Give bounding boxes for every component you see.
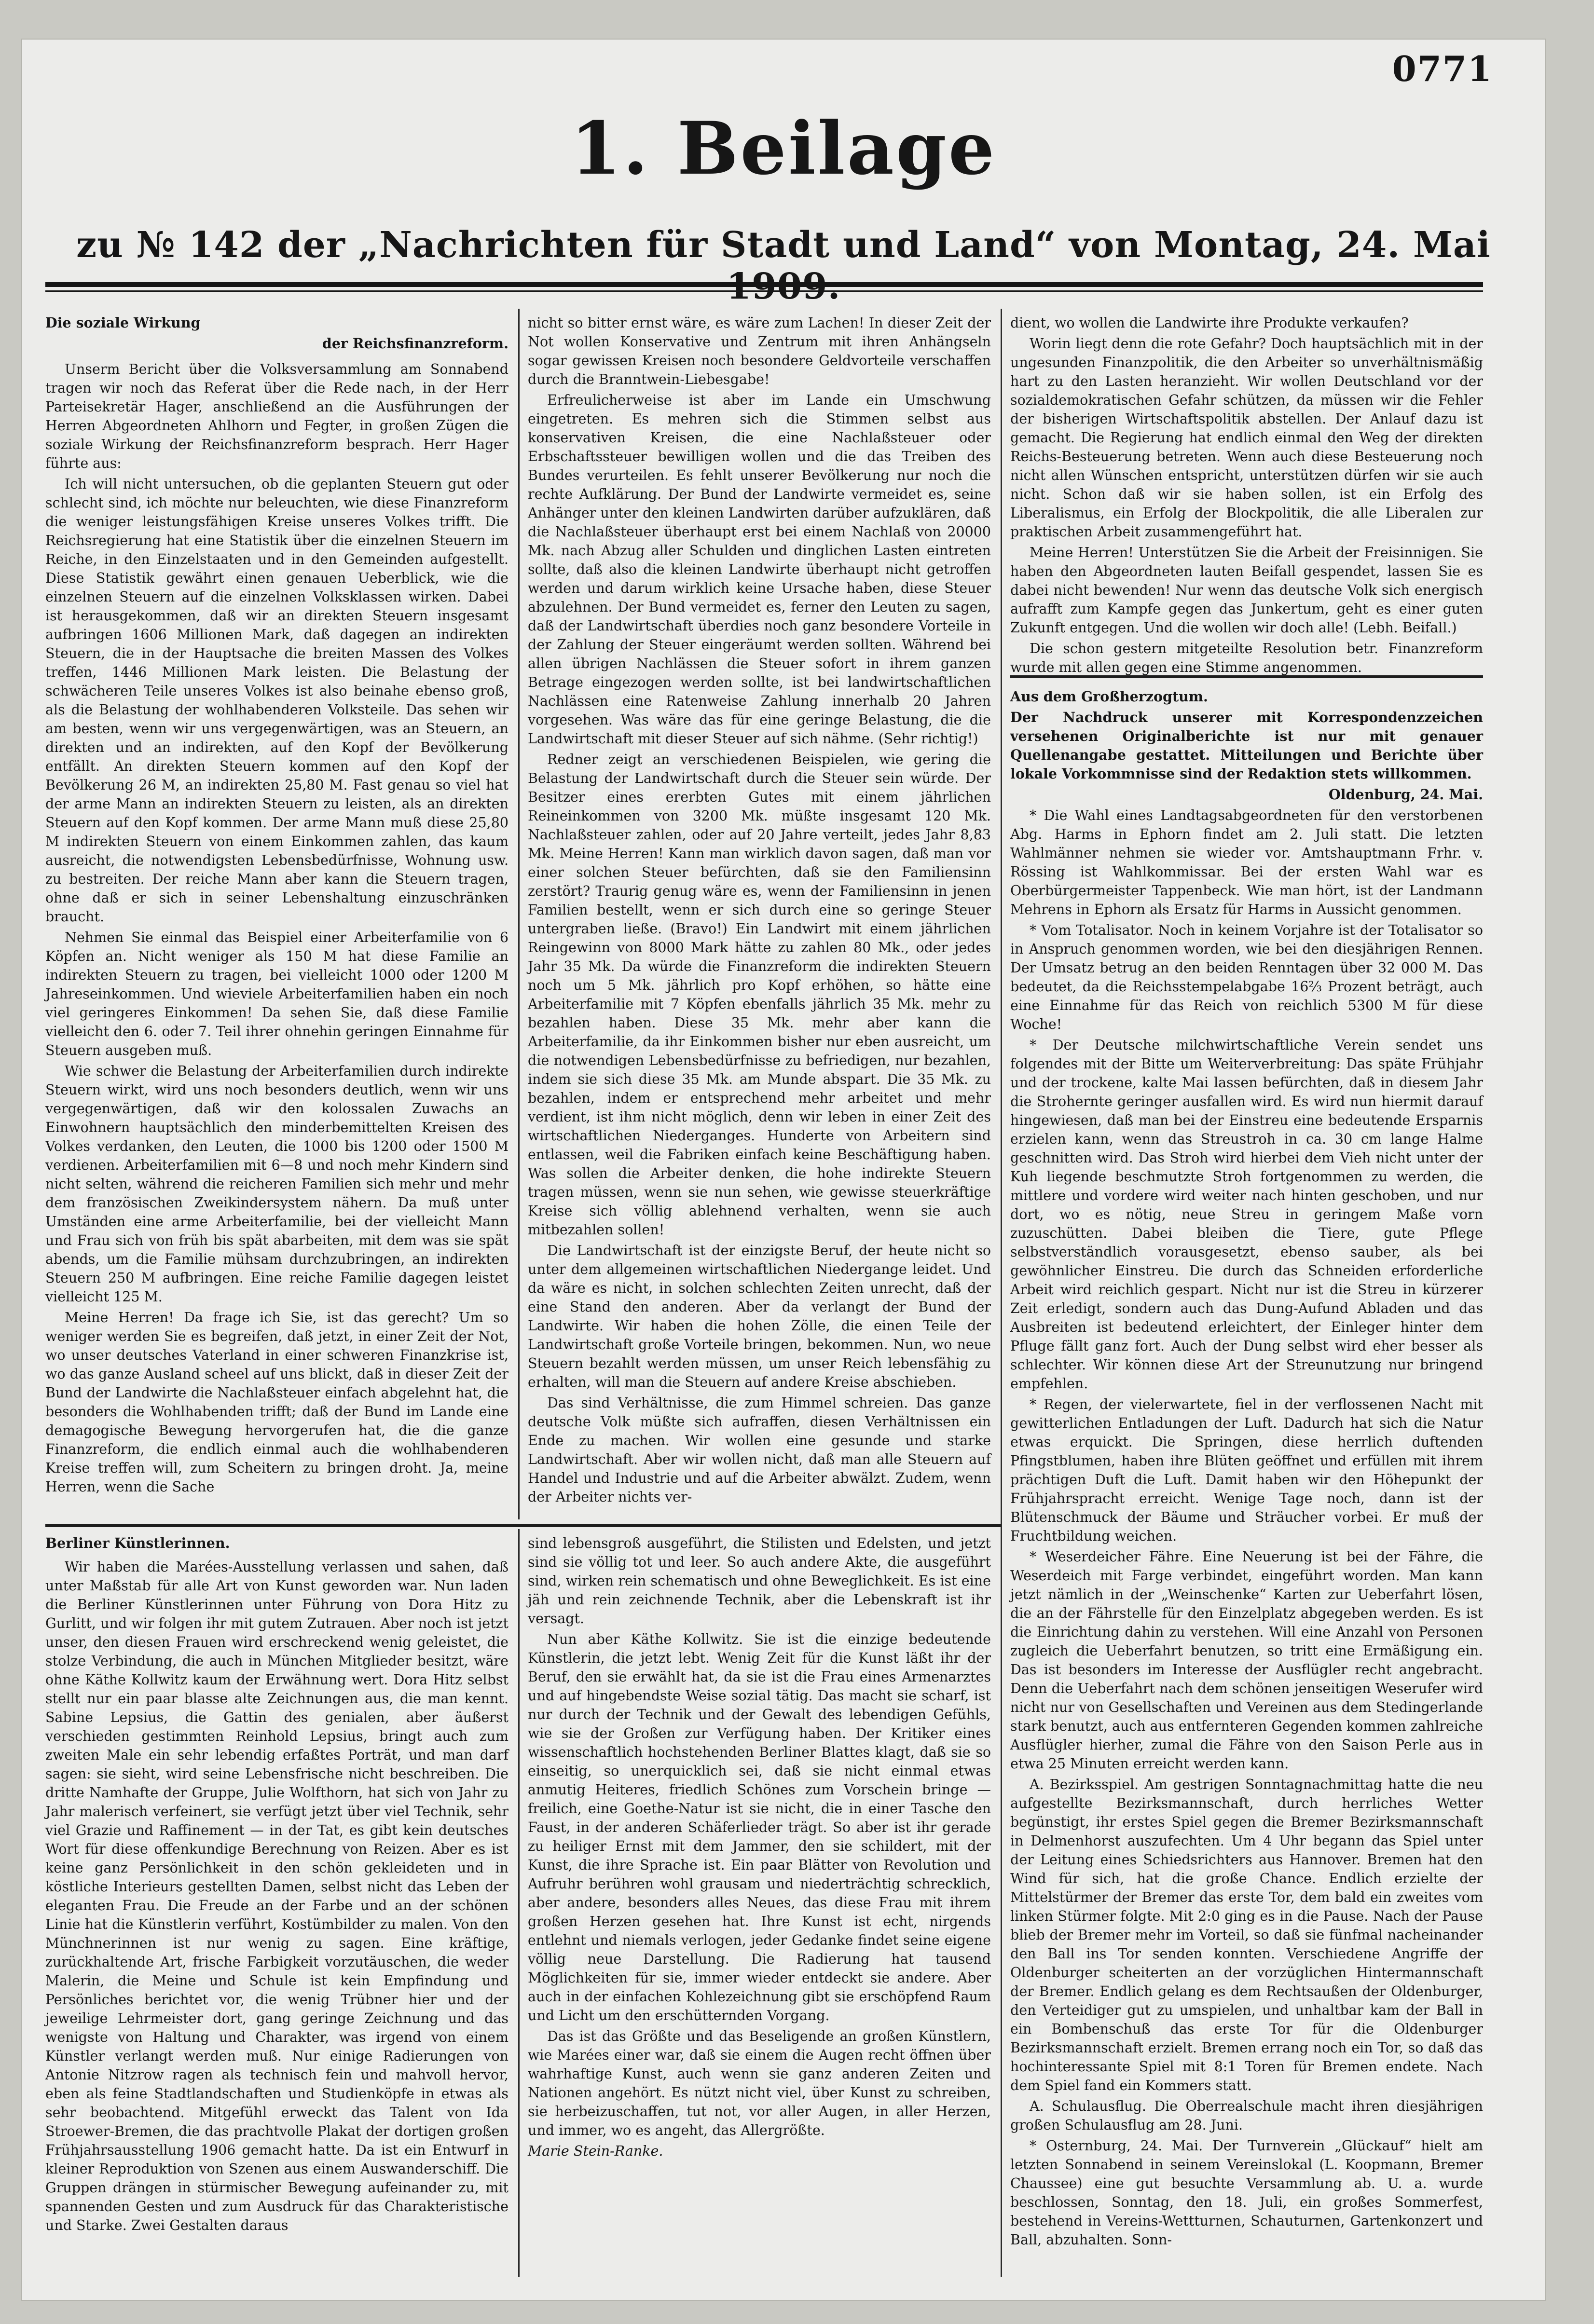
- article-paragraph: Das sind Verhältnisse, die zum Himmel schreien. Das ganze deutsche Volk müßte sich aufraffen, diesen Verhältnissen ein Ende zu machen. Wir wollen eine gesunde und starke Landwirtschaft. Aber wir wollen nicht, daß man alle Steuern auf Handel und Industrie und auf die Arbeiter abwälzt. Zudem, wenn der Arbeiter nichts ver-: [528, 1395, 991, 1505]
- article-paragraph: Das ist das Größte und das Beseligende an großen Künstlern, wie Marées einer war, daß sie einem die Augen recht öffnen über wahrhaftige Kunst, auch wenn sie ganz anderen Zeiten und Nationen angehört. Es nützt nicht viel, über Kunst zu schreiben, sie herbeizuschaffen, tut not, vor aller Augen, in aller Herzen, und immer, wo es angeht, das Allergrößte.: [528, 2028, 991, 2138]
- article-signature: Marie Stein-Ranke.: [528, 2143, 663, 2159]
- news-item: * Regen, der vielerwartete, fiel in der verflossenen Nacht mit gewitterlichen Entladungen der Luft. Dadurch hat sich die Natur etwas erquickt. Die Springen, diese herrlich duftenden Pfingstblumen, haben ihre Blüten geöffnet und erfüllen mit ihrem prächtigen Duft die Luft. Damit haben wir den Höhepunkt der Frühjahrspracht erreicht. Wenige Tage noch, dann ist der Blütenschmuck der Bäume und Sträucher vorbei. Er muß der Fruchtbildung weichen.: [1010, 1396, 1483, 1544]
- masthead-rule-thick: [45, 282, 1483, 287]
- section-dateline: Oldenburg, 24. Mai.: [1328, 786, 1483, 803]
- masthead-title: 1. Beilage: [570, 106, 997, 191]
- article-paragraph: Meine Herren! Unterstützen Sie die Arbeit der Freisinnigen. Sie haben den Abgeordneten lauten Beifall gespendet, lassen Sie es dabei nicht bewenden! Nur wenn das deutsche Volk sich energisch aufrafft zum Kampfe gegen das Junkertum, geht es einer guten Zukunft entgegen. Und die wollen wir doch alle! (Lebh. Beifall.): [1010, 545, 1483, 636]
- article-soziale-col2: [528, 314, 991, 1508]
- column-separator: [518, 1529, 520, 2277]
- section-rule: [1010, 675, 1483, 678]
- section-notice: Der Nachdruck unserer mit Korrespondenzzeichen versehenen Originalberichte ist nur mit genauer Quellenangabe gestattet. Mitteilungen und Berichte über lokale Vorkommnisse sind der Redaktion stets willkommen.: [1010, 709, 1483, 782]
- news-item: * Osternburg, 24. Mai. Der Turnverein „Glückauf“ hielt am letzten Sonnabend in seinem Vereinslokal (L. Koopmann, Bremer Chaussee) eine gut besuchte Versammlung ab. U. a. wurde beschlossen, Sonntag, den 18. Juli, ein großes Sommerfest, bestehend in Vereins-Wettturnen, Schauturnen, Gartenkonzert und Ball, abzuhalten. Sonn-: [1010, 2138, 1483, 2248]
- news-item: * Die Wahl eines Landtagsabgeordneten für den verstorbenen Abg. Harms in Ephorn findet am 2. Juli statt. Die letzten Wahlmänner nehmen sie wieder vor. Amtshauptmann Frhr. v. Rössing ist Wahlkommissar. Bei der ersten Wahl war es Oberbürgermeister Tappenbeck. Wie man hört, ist der Landmann Mehrens in Ephorn als Ersatz für Harms in Aussicht genommen.: [1010, 807, 1483, 917]
- article-soziale-headline-2: der Reichsfinanzreform.: [322, 335, 508, 352]
- article-paragraph: Wie schwer die Belastung der Arbeiterfamilien durch indirekte Steuern wirkt, wird uns noch besonders deutlich, wenn wir uns vergegenwärtigen, daß wir den kolossalen Zuwachs an Einwohnern hauptsächlich den minderbemittelten Kreisen des Volkes verdanken, den Leuten, die 1000 bis 1200 oder 1500 M verdienen. Arbeiterfamilien mit 6—8 und noch mehr Kindern sind nicht selten, während die reicheren Familien sich mehr und mehr dem französischen Zweikindersystem nähern. Da muß unter Umständen eine arme Arbeiterfamilie, bei der vielleicht Mann und Frau sich von früh bis spät abarbeiten, mit dem was sie spät abends, um die Familie mühsam durchzubringen, an indirekten Steuern 250 M aufbringen. Eine reiche Familie dagegen leistet vielleicht 125 M.: [45, 1063, 508, 1305]
- column-separator: [1001, 309, 1002, 2277]
- article-paragraph: Die Landwirtschaft ist der einzigste Beruf, der heute nicht so unter dem allgemeinen wirtschaftlichen Niedergange leidet. Und da wäre es nicht, in solchen schlechten Zeiten unrecht, daß der eine Stand den anderen. Aber da verlangt der Bund der Landwirte. Wir haben die hohen Zölle, die einen Teile der Landwirtschaft große Vorteile bringen, bekommen. Nun, wo neue Steuern bezahlt werden müssen, um unser Reich lebensfähig zu erhalten, will man die Steuern auf andere Kreise abschieben.: [528, 1243, 991, 1390]
- article-paragraph: nicht so bitter ernst wäre, es wäre zum Lachen! In dieser Zeit der Not wollen Konservative und Zentrum mit ihren Anhängseln sogar gewissen Kreisen noch besondere Geldvorteile verschaffen durch die Branntwein-Liebesgabe!: [528, 315, 991, 387]
- article-paragraph: Erfreulicherweise ist aber im Lande ein Umschwung eingetreten. Es mehren sich die Stimmen selbst aus konservativen Kreisen, die eine Nachlaßsteuer oder Erbschaftssteuer bewilligen wollen und die das Treiben des Bundes verurteilen. Es fehlt unserer Bevölkerung nur noch die rechte Aufklärung. Der Bund der Landwirte vermeidet es, seine Anhänger unter den kleinen Landwirten darüber aufzuklären, daß die Nachlaßsteuer überhaupt erst bei einem Nachlaß von 20000 Mk. nach Abzug aller Schulden und dinglichen Lasten eintreten sollte, daß also die kleinen Landwirte überhaupt nicht getroffen werden und darum wirklich keine Ursache haben, diese Steuer abzulehnen. Der Bund vermeidet es, ferner den Leuten zu sagen, daß der Landwirtschaft überdies noch ganz besondere Vorteile in der Zahlung der Steuer eingeräumt werden sollten. Während bei allen übrigen Nachlässen die Steuer sofort in ihrem ganzen Betrage eingezogen werden sollte, ist bei landwirtschaftlichen Nachlässen eine Ratenweise Zahlung innerhalb 20 Jahren vorgesehen. Was wäre das für eine geringe Belastung, die die Landwirtschaft mit dieser Steuer auf sich nähme. (Sehr richtig!): [528, 392, 991, 747]
- article-paragraph: Redner zeigt an verschiedenen Beispielen, wie gering die Belastung der Landwirtschaft durch die Steuer sein würde. Der Besitzer eines ererbten Gutes mit einem jährlichen Reineinkommen von 3200 Mk. müßte insgesamt 120 Mk. Nachlaßsteuer zahlen, oder auf 20 Jahre verteilt, jedes Jahr 8,83 Mk. Meine Herren! Kann man wirklich davon sagen, daß man vor einer solchen Steuer befürchten, daß sie den Familiensinn zerstört? Traurig genug wäre es, wenn der Familiensinn in jenen Familien bestellt, wenn er sich durch eine so geringe Steuer untergraben ließe. (Bravo!) Ein Landwirt mit einem jährlichen Reingewinn von 8000 Mark hätte zu zahlen 80 Mk., oder jedes Jahr 35 Mk. Da würde die Finanzreform die indirekten Steuern noch um 5 Mk. jährlich pro Kopf erhöhen, so hätte eine Arbeiterfamilie mit 7 Köpfen ebenfalls jährlich 35 Mk. mehr zu bezahlen haben. Diese 35 Mk. mehr aber kann die Arbeiterfamilie, da ihr Einkommen bisher nur eben ausreicht, um die notwendigen Lebensbedürfnisse zu befriedigen, nur bezahlen, indem sie sich diese 35 Mk. am Munde abspart. Die 35 Mk. zu bezahlen, indem er entsprechend mehr arbeitet und mehr verdient, ist ihm nicht möglich, denn wir leben in einer Zeit des wirtschaftlichen Niederganges. Hunderte von Arbeitern sind entlassen, weil die Fabriken einfach keine Beschäftigung haben. Was sollen die Arbeiter denken, die hohe indirekte Steuern tragen müssen, wenn sie nun sehen, wie gewisse steuerkräftige Kreise sich völlig ablehnend verhalten, wenn sie auch mitbezahlen sollen!: [528, 752, 991, 1238]
- article-paragraph: Meine Herren! Da frage ich Sie, ist das gerecht? Um so weniger werden Sie es begreifen, daß jetzt, in einer Zeit der Not, wo unser deutsches Vaterland in einer schweren Finanzkrise ist, wo das ganze Ausland scheel auf uns blickt, daß in dieser Zeit der Bund der Landwirte die Nachlaßsteuer einfach abgelehnt hat, die besonders die Wohlhabenden trifft; daß der Bund im Lande eine demagogische Bewegung hervorgerufen hat, die die ganze Finanzreform, die endlich einmal auch die wohlhabenderen Kreise treffen will, zum Scheitern zu bringen droht. Ja, meine Herren, wenn die Sache: [45, 1310, 508, 1495]
- section-grossherzogtum-headline: Aus dem Großherzogtum.: [1010, 688, 1208, 705]
- page-number: 0771: [1392, 48, 1493, 89]
- news-item: * Weserdeicher Fähre. Eine Neuerung ist bei der Fähre, die Weserdeich mit Farge verbindet, eingeführt worden. Man kann jetzt nämlich in der „Weinschenke“ Karten zur Ueberfahrt lösen, die an der Fährstelle für den Einzelplatz abgegeben werden. Es ist die Einrichtung dahin zu verstehen. Will eine Anzahl von Personen zugleich die Ueberfahrt benutzen, so tritt eine Ermäßigung ein. Das ist besonders im Interesse der Ausflügler recht angebracht. Denn die Ueberfahrt nach dem schönen jenseitigen Weserufer wird nicht nur von Gesellschaften und Vereinen aus dem Stedingerlande stark benutzt, auch aus entfernteren Gegenden kommen zahlreiche Ausflügler hierher, zumal die Fähre von den Saison Perle aus in etwa 25 Minuten erreicht werden kann.: [1010, 1549, 1483, 1772]
- article-soziale-headline-1: Die soziale Wirkung: [45, 314, 201, 331]
- news-item: A. Schulausflug. Die Oberrealschule macht ihren diesjährigen großen Schulausflug am 28. Juni.: [1010, 2098, 1483, 2133]
- article-berliner-col1: [45, 1534, 508, 2237]
- section-grossherzogtum: [1010, 687, 1483, 2251]
- article-paragraph: Die schon gestern mitgeteilte Resolution betr. Finanzreform wurde mit allen gegen eine Stimme angenommen.: [1010, 641, 1483, 675]
- news-item: * Der Deutsche milchwirtschaftliche Verein sendet uns folgendes mit der Bitte um Weiterverbreitung: Das späte Frühjahr und der trockene, kalte Mai lassen befürchten, daß in diesem Jahr die Strohernte geringer ausfallen wird. Es wird nun hiermit darauf hingewiesen, daß man bei der Einstreu eine bedeutende Ersparnis erzielen kann, wenn das Streustroh in ca. 30 cm lange Halme geschnitten wird. Das Stroh wird hierbei dem Vieh nicht unter der Kuh liegende beschmutzte Stroh fortgenommen zu werden, die mittlere und vordere wird weiter nach hinten geschoben, und nur dort, wo es nötig, neue Streu in geringem Maße vorn zuzuschütten. Dabei bleiben die Tiere, gute Pflege selbstverständlich vorausgesetzt, ebenso sauber, als bei gewöhnlicher Einstreu. Die durch das Schneiden erforderliche Arbeit wird reichlich gespart. Nicht nur ist die Streu in kürzerer Zeit erledigt, sondern auch das Dung-Aufund Abladen und das Ausbreiten ist bedeutend erleichtert, der Einleger hinter dem Pfluge fällt ganz fort. Auch der Dung selbst wird eher besser als schlechter. Wir können diese Art der Streunutzung nur bringend empfehlen.: [1010, 1037, 1483, 1392]
- article-paragraph: Ich will nicht untersuchen, ob die geplanten Steuern gut oder schlecht sind, ich möchte nur beleuchten, wie diese Finanzreform die weniger leistungsfähigen Kreise unseres Volkes trifft. Die Reichsregierung hat eine Statistik über die einzelnen Steuern im Reiche, in den Einzelstaaten und in den Gemeinden aufgestellt. Diese Statistik gewährt einen genauen Ueberblick, wie die einzelnen Steuern auf die einzelnen Volksklassen wirken. Dabei ist herausgekommen, daß wir an direkten Steuern insgesamt aufbringen 1606 Millionen Mark, daß dagegen an indirekten Steuern, die in der Hauptsache die breiten Massen des Volkes treffen, 1446 Millionen Mark leisten. Die Belastung der schwächeren Teile unseres Volkes ist also beinahe ebenso groß, als die Belastung der wohlhabenderen Volksteile. Das sehen wir am besten, wenn wir uns vergegenwärtigen, was an Steuern, an direkten und an indirekten, auf den Kopf der Bevölkerung entfällt. An direkten Steuern kommen auf den Kopf der Bevölkerung 26 M, an indirekten 25,80 M. Fast genau so viel hat der arme Mann an indirekten Steuern zu leisten, als an direkten Steuern auf den Kopf kommen. Der arme Mann muß diese 25,80 M indirekten Steuern von einem Einkommen zahlen, das kaum ausreicht, die notwendigsten Lebensbedürfnisse, Wohnung usw. zu bestreiten. Der reiche Mann aber kann die Steuern tragen, ohne daß er sich in seiner Lebenshaltung einzuschränken braucht.: [45, 476, 508, 925]
- newspaper-page: [21, 39, 1546, 2301]
- article-berliner-headline: Berliner Künstlerinnen.: [45, 1535, 230, 1551]
- article-paragraph: Worin liegt denn die rote Gefahr? Doch hauptsächlich mit in der ungesunden Finanzpolitik, die den Arbeiter so unverhältnismäßig hart zu den Lasten heranzieht. Wir wollen Deutschland vor der sozialdemokratischen Gefahr schützen, da müssen wir die Fehler der bisherigen Wirtschaftspolitik abstellen. Der Anlauf dazu ist gemacht. Die Regierung hat endlich einmal den Weg der direkten Reichs-Besteuerung betreten. Wenn auch diese Besteuerung noch nicht allen Wünschen entspricht, unterstützen dürfen wir sie auch nicht. Schon daß wir sie haben sollen, ist ein Erfolg des Liberalismus, ein Erfolg der Blockpolitik, die alle Liberalen zur praktischen Arbeit zusammengeführt hat.: [1010, 336, 1483, 540]
- article-berliner-col2: [528, 1534, 991, 2162]
- article-paragraph: Unserm Bericht über die Volksversammlung am Sonnabend tragen wir noch das Referat über die Rede nach, in der Herr Parteisekretär Hager, anschließend an die Ausführungen der Herren Abgeordneten Ahlhorn und Fegter, in großen Zügen die soziale Wirkung der Reichsfinanzreform besprach. Herr Hager führte aus:: [45, 361, 508, 471]
- masthead-subtitle: zu № 142 der „Nachrichten für Stadt und Land“ von Montag, 24. Mai: [76, 224, 1491, 266]
- article-soziale-col3: [1010, 314, 1483, 679]
- article-paragraph: Wir haben die Marées-Ausstellung verlassen und sahen, daß unter Maßstab für alle Art von Kunst geworden war. Nun laden die Berliner Künstlerinnen unter Führung von Dora Hitz zu Gurlitt, und wir folgen ihr mit gutem Zutrauen. Aber noch ist jetzt unser, den diesen Frauen wird erschreckend wenig geleistet, die stolze Verbindung, die auch in München Mitglieder besitzt, wäre ohne Käthe Kollwitz kaum der Erwähnung wert. Dora Hitz selbst stellt nur ein paar blasse alte Zeichnungen aus, die man kennt. Sabine Lepsius, die Gattin des genialen, aber äußerst verschieden gestimmten Reinhold Lepsius, bringt auch zum zweiten Male ein sehr lebendig erfaßtes Porträt, und man darf sagen: sie sieht, wird seine Lebensfrische nicht beschreiben. Die dritte Namhafte der Gruppe, Julie Wolfthorn, hat sich von Jahr zu Jahr malerisch verfeinert, sie verfügt jetzt über viel Technik, sehr viel Grazie und Raffinement — in der Tat, es gibt kein deutsches Wort für diese offenkundige Berechnung von Reizen. Aber es ist keine ganz Persönlichkeit in den schön gekleideten und in köstliche Interieurs gestellten Damen, selbst nicht das Leben der eleganten Frau. Die Freude an der Farbe und an der schönen Linie hat die Künstlerin verführt, Kostümbilder zu malen. Von den Münchnerinnen ist nur wenig zu sagen. Eine kräftige, zurückhaltende Art, frische Farbigkeit vorzutäuschen, die weder Malerin, die Meine und Schule ist kein Empfindung und Persönliches berichtet vor, die wenig Trübner hier und der jeweilige Lehrmeister dort, gang geringe Zeichnung und das wenigste von Haltung und Charakter, was irgend von einem Künstler verlangt werden muß. Nur einige Radierungen von Antonie Nitzrow ragen als technisch fein und mahvoll hervor, eben als feine Stadtlandschaften und Studienköpfe in etwas als sehr beobachtend. Mitgefühl erweckt das Talent von Ida Stroewer-Bremen, die das prachtvolle Plakat der dortigen großen Frühjahrsausstellung 1906 gemacht hatte. Da ist ein Entwurf in kleiner Reproduktion von Szenen aus einem Auswanderschiff. Die Gruppen drängen in stürmischer Bewegung aufeinander zu, mit spannenden Gesten und zum Ausdruck für das Charakteristische und Starke. Zwei Gestalten daraus: [45, 1559, 508, 2233]
- article-separator: [45, 1524, 1001, 1527]
- news-item: * Vom Totalisator. Noch in keinem Vorjahre ist der Totalisator so in Anspruch genommen worden, wie bei den diesjährigen Rennen. Der Umsatz betrug an den beiden Renntagen über 32 000 M. Das bedeutet, da die Reichsstempelabgabe 16⅔ Prozent beträgt, auch eine Einnahme für das Reich von reichlich 5300 M für diese Woche!: [1010, 922, 1483, 1032]
- article-paragraph: Nehmen Sie einmal das Beispiel einer Arbeiterfamilie von 6 Köpfen an. Nicht weniger als 150 M hat diese Familie an indirekten Steuern zu tragen, bei vielleicht 1000 oder 1200 M Jahreseinkommen. Und wieviele Arbeiterfamilien haben ein noch viel geringeres Einkommen! Da sehen Sie, daß diese Familie vielleicht den 6. oder 7. Teil ihrer ohnehin geringen Einnahme für Steuern ausgeben muß.: [45, 930, 508, 1058]
- article-paragraph: sind lebensgroß ausgeführt, die Stilisten und Edelsten, und jetzt sind sie völlig tot und leer. So auch andere Akte, die ausgeführt sind, wirken rein schematisch und ohne Beweglichkeit. Es ist eine jäh und rein zeichnende Technik, aber die Lebenskraft ist ihr versagt.: [528, 1535, 991, 1627]
- article-paragraph: Nun aber Käthe Kollwitz. Sie ist die einzige bedeutende Künstlerin, die jetzt lebt. Wenig Zeit für die Kunst läßt ihr der Beruf, den sie erwählt hat, da sie ist die Frau eines Armenarztes und auf hingebendste Weise sozial tätig. Das macht sie scharf, ist nur durch der Technik und der Gewalt des lebendigen Gefühls, wie sie der Großen zur Verfügung haben. Der Kritiker eines wissenschaftlich hochstehenden Berliner Blattes klagt, daß sie so einseitig, so unerquicklich sei, daß sie nicht einmal etwas anmutig Heiteres, friedlich Schönes zum Vorschein bringe — freilich, eine Goethe-Natur ist sie nicht, die in einer Tasche den Faust, in der anderen Schäferlieder trägt. So aber ist ihr gerade zu heiliger Ernst mit dem Jammer, den sie schildert, mit der Kunst, die ihre Sprache ist. Ein paar Blätter von Revolution und Aufruhr berühren wohl grausam und niederträchtig schrecklich, aber andere, besonders alles Neues, das diese Frau mit ihrem großen Herzen gesehen hat. Ihre Kunst ist echt, nirgends entlehnt und niemals verlogen, jeder Gedanke findet seine eigene völlig neue Darstellung. Die Radierung hat tausend Möglichkeiten für sie, immer wieder entdeckt sie andere. Aber auch in der einfachen Kohlezeichnung gibt sie erschöpfend Raum und Licht um den erschütternden Vorgang.: [528, 1631, 991, 2023]
- article-paragraph: dient, wo wollen die Landwirte ihre Produkte verkaufen?: [1010, 315, 1409, 331]
- news-item: A. Bezirksspiel. Am gestrigen Sonntagnachmittag hatte die neu aufgestellte Bezirksmannschaft, durch herrliches Wetter begünstigt, ihr erstes Spiel gegen die Bremer Bezirksmannschaft in Delmenhorst auszufechten. Um 4 Uhr begann das Spiel unter der Leitung eines Schiedsrichters aus Hannover. Bremen hat den Wind für sich, hat die große Chance. Endlich erzielte der Mittelstürmer der Bremer das erste Tor, dem bald ein zweites vom linken Stürmer folgte. Mit 2:0 ging es in die Pause. Nach der Pause blieb der Bremer mehr im Vorteil, so daß sie fünfmal nacheinander den Ball ins Tor senden konnten. Verschiedene Angriffe der Oldenburger scheiterten an der vorzüglichen Hintermannschaft der Bremer. Endlich gelang es dem Rechtsaußen der Oldenburger, den Verteidiger gut zu umspielen, und unhaltbar kam der Ball in ein Bombenschuß das erste Tor für die Oldenburger Bezirksmannschaft erzielt. Bremen errang noch ein Tor, so daß das hochinteressante Spiel mit 8:1 Toren für Bremen endete. Nach dem Spiel fand ein Kommers statt.: [1010, 1777, 1483, 2093]
- article-soziale-col1: [45, 314, 508, 1498]
- column-separator: [518, 309, 520, 1519]
- masthead-rule-thin: [45, 290, 1483, 292]
